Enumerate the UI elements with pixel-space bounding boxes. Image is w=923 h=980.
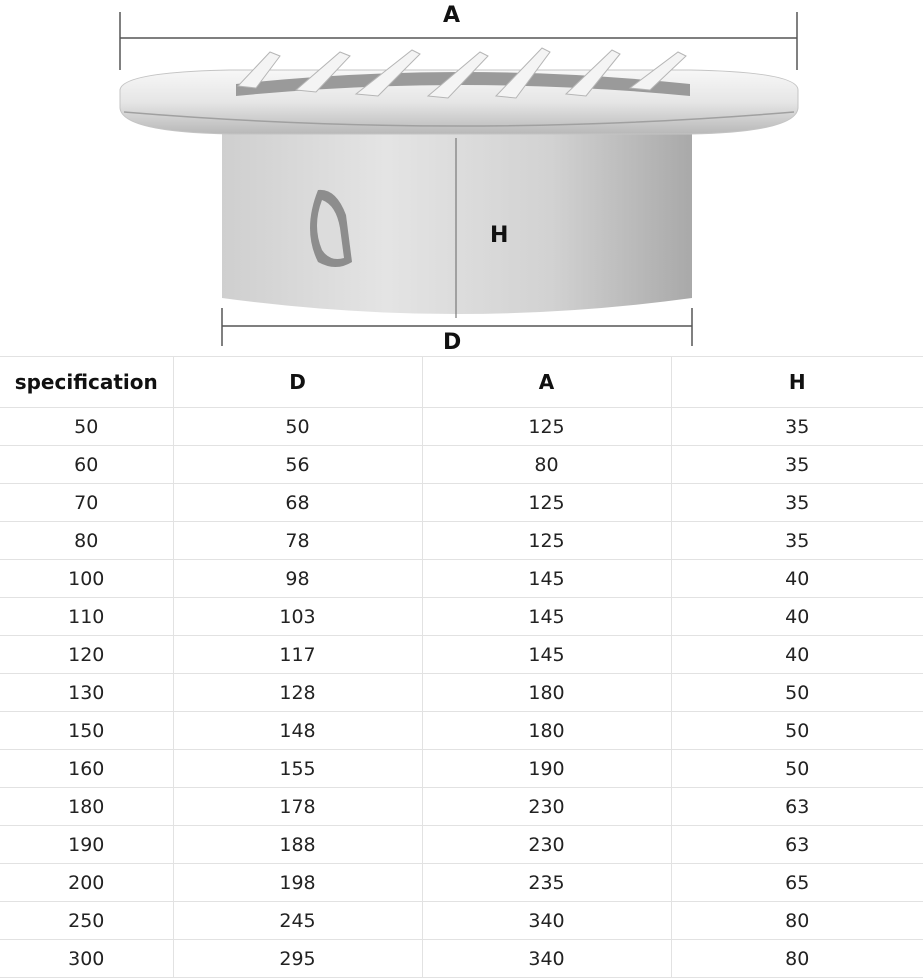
cell-specification: 130 xyxy=(0,674,173,712)
cell-h: 50 xyxy=(671,750,923,788)
cell-specification: 100 xyxy=(0,560,173,598)
cell-h: 63 xyxy=(671,788,923,826)
cell-a: 125 xyxy=(422,522,671,560)
table-row xyxy=(0,560,923,598)
vent-body xyxy=(222,128,692,318)
cell-specification: 200 xyxy=(0,864,173,902)
cell-a: 145 xyxy=(422,636,671,674)
cell-specification: 250 xyxy=(0,902,173,940)
table-row xyxy=(0,712,923,750)
cell-d: 198 xyxy=(173,864,422,902)
table-row xyxy=(0,788,923,826)
cell-a: 145 xyxy=(422,598,671,636)
cell-a: 125 xyxy=(422,484,671,522)
cell-h: 50 xyxy=(671,712,923,750)
cell-a: 230 xyxy=(422,826,671,864)
table-row xyxy=(0,484,923,522)
product-figure xyxy=(0,0,923,358)
cell-a: 340 xyxy=(422,902,671,940)
cell-h: 40 xyxy=(671,636,923,674)
cell-d: 155 xyxy=(173,750,422,788)
table-row xyxy=(0,408,923,446)
cell-a: 235 xyxy=(422,864,671,902)
cell-h: 80 xyxy=(671,940,923,978)
cell-specification: 50 xyxy=(0,408,173,446)
cell-h: 63 xyxy=(671,826,923,864)
cell-specification: 120 xyxy=(0,636,173,674)
cell-a: 230 xyxy=(422,788,671,826)
dimension-label-a: A xyxy=(443,3,461,28)
cell-a: 145 xyxy=(422,560,671,598)
header-d: D xyxy=(173,357,422,408)
table-row xyxy=(0,902,923,940)
cell-d: 245 xyxy=(173,902,422,940)
cell-specification: 80 xyxy=(0,522,173,560)
cell-a: 180 xyxy=(422,712,671,750)
table-row xyxy=(0,826,923,864)
table-row xyxy=(0,522,923,560)
header-h: H xyxy=(671,357,923,408)
cell-specification: 110 xyxy=(0,598,173,636)
cell-specification: 300 xyxy=(0,940,173,978)
cell-d: 103 xyxy=(173,598,422,636)
cell-a: 80 xyxy=(422,446,671,484)
cell-d: 56 xyxy=(173,446,422,484)
cell-d: 50 xyxy=(173,408,422,446)
table-row xyxy=(0,598,923,636)
cell-h: 40 xyxy=(671,598,923,636)
cell-d: 78 xyxy=(173,522,422,560)
dimension-label-d: D xyxy=(443,330,462,355)
cell-a: 125 xyxy=(422,408,671,446)
table-row xyxy=(0,636,923,674)
cell-d: 117 xyxy=(173,636,422,674)
table-row xyxy=(0,750,923,788)
cell-h: 35 xyxy=(671,522,923,560)
cell-specification: 160 xyxy=(0,750,173,788)
cell-specification: 150 xyxy=(0,712,173,750)
cell-h: 35 xyxy=(671,408,923,446)
cell-specification: 60 xyxy=(0,446,173,484)
cell-h: 35 xyxy=(671,484,923,522)
vent-cover-illustration xyxy=(0,0,923,358)
cell-specification: 180 xyxy=(0,788,173,826)
cell-d: 68 xyxy=(173,484,422,522)
cell-d: 295 xyxy=(173,940,422,978)
cell-h: 80 xyxy=(671,902,923,940)
table-header-row xyxy=(0,357,923,408)
specification-table xyxy=(0,356,923,978)
table-body xyxy=(0,408,923,978)
table-row xyxy=(0,940,923,978)
cell-a: 340 xyxy=(422,940,671,978)
cell-specification: 70 xyxy=(0,484,173,522)
cell-d: 128 xyxy=(173,674,422,712)
dimension-label-h: H xyxy=(490,223,509,248)
table-row xyxy=(0,864,923,902)
cell-specification: 190 xyxy=(0,826,173,864)
cell-d: 178 xyxy=(173,788,422,826)
cell-d: 188 xyxy=(173,826,422,864)
table-row xyxy=(0,446,923,484)
cell-h: 35 xyxy=(671,446,923,484)
header-a: A xyxy=(422,357,671,408)
cell-d: 148 xyxy=(173,712,422,750)
table-row xyxy=(0,674,923,712)
header-specification: specification xyxy=(0,357,173,408)
cell-a: 190 xyxy=(422,750,671,788)
cell-d: 98 xyxy=(173,560,422,598)
cell-h: 50 xyxy=(671,674,923,712)
cell-a: 180 xyxy=(422,674,671,712)
cell-h: 40 xyxy=(671,560,923,598)
cell-h: 65 xyxy=(671,864,923,902)
